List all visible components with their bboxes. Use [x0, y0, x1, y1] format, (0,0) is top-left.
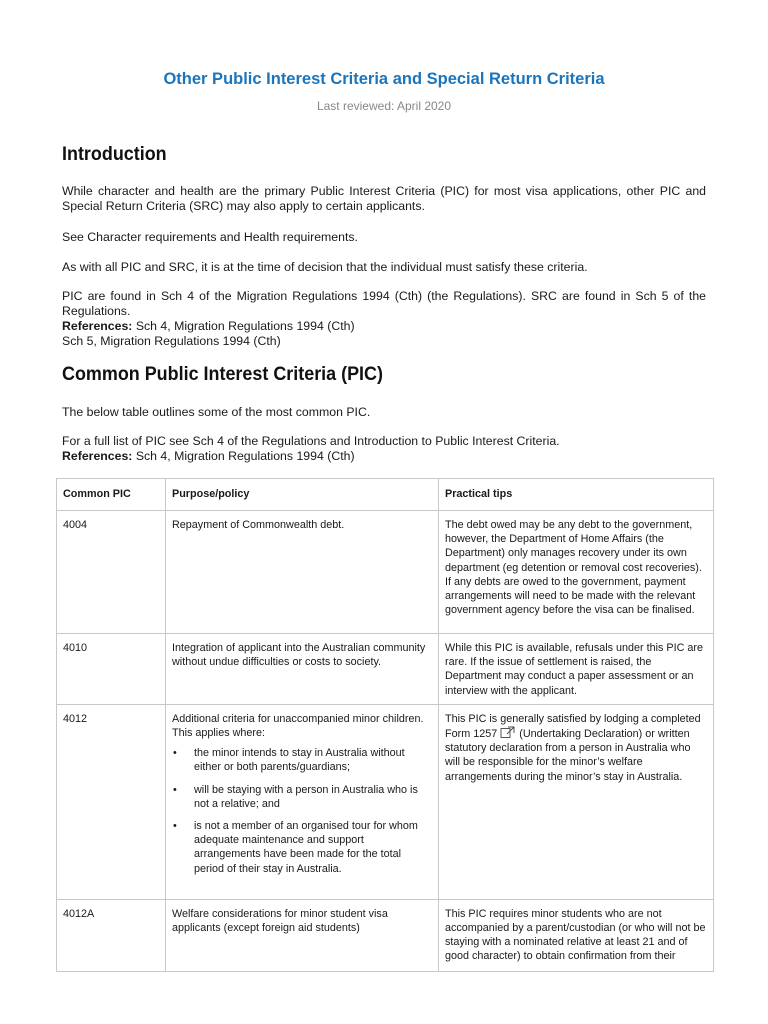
pic-tips: This PIC requires minor students who are not accompanied by a parent/custodian (or who will not be staying with a nominated relative at least 21 and of good character) to obtain confirmation from their: [439, 899, 714, 971]
last-reviewed-date: Last reviewed: April 2020: [316, 99, 452, 113]
list-item: [172, 746, 432, 774]
bullet-text: will be staying with a person in Australia who is not a relative; and: [194, 783, 418, 810]
bullet-marker: •: [173, 820, 177, 833]
table-row: [57, 511, 714, 634]
external-link-icon[interactable]: [500, 726, 516, 738]
pic-purpose: [166, 704, 439, 899]
introduction-heading: Introduction: [62, 143, 167, 165]
header-purpose-policy: Purpose/policy: [166, 479, 439, 511]
table-row: [57, 634, 714, 705]
pic-tips: [439, 704, 714, 899]
pic-purpose: Integration of applicant into the Australian community without undue difficulties or costs to society.: [166, 634, 439, 705]
pic-code: 4010: [57, 634, 166, 705]
reference-sch5: Sch 5, Migration Regulations 1994 (Cth): [62, 334, 281, 348]
table-header-row: [57, 479, 714, 511]
intro-paragraph-3: As with all PIC and SRC, it is at the time of decision that the individual must satisfy these criteria.: [62, 260, 588, 274]
common-pic-table: [56, 478, 714, 972]
tips-text-after: (Undertaking Declaration) or written statutory declaration from a person in Australia who will be responsible for the minor’s welfare arrangements during the minor’s stay in Australia.: [445, 728, 691, 783]
purpose-bullet-list: [172, 746, 432, 876]
bullet-marker: •: [173, 783, 177, 796]
pic-purpose-intro: Additional criteria for unaccompanied minor children. This applies where:: [172, 712, 424, 740]
document-title: Other Public Interest Criteria and Special Return Criteria: [163, 70, 605, 88]
reference-sch4: Sch 4, Migration Regulations 1994 (Cth): [132, 319, 355, 333]
list-item: [172, 783, 432, 811]
table-row: [57, 899, 714, 971]
pic-code: 4012A: [57, 899, 166, 971]
common-paragraph-1: The below table outlines some of the most common PIC.: [62, 405, 371, 419]
bullet-text: the minor intends to stay in Australia without either or both parents/guardians;: [194, 747, 405, 774]
bullet-text: is not a member of an organised tour for whom adequate maintenance and support arrangements have been made for the total period of their stay in Australia.: [194, 820, 418, 875]
pic-tips: While this PIC is available, refusals under this PIC are rare. If the issue of settlement is raised, the Department may conduct a paper assessment or an interview with the applicant.: [439, 634, 714, 705]
common-references: [62, 449, 706, 464]
common-pic-heading: Common Public Interest Criteria (PIC): [62, 363, 383, 385]
intro-paragraph-1: While character and health are the primary Public Interest Criteria (PIC) for most visa applications, other PIC and Special Return Criteria (SRC) may also apply to certain applicants.: [62, 184, 706, 213]
header-common-pic: Common PIC: [57, 479, 166, 511]
intro-paragraph-2: See Character requirements and Health requirements.: [62, 230, 358, 244]
pic-tips: The debt owed may be any debt to the government, however, the Department of Home Affairs (the Department) only manages recovery under its own department (eg detention or removal cost recoveries). If any debts are owed to the government, payment arrangements will need to be made with the relevant government agency before the visa can be finalised.: [439, 511, 714, 634]
pic-code: 4004: [57, 511, 166, 634]
header-practical-tips: Practical tips: [439, 479, 714, 511]
common-paragraph-2: For a full list of PIC see Sch 4 of the Regulations and Introduction to Public Interest Criteria.: [62, 434, 560, 448]
bullet-marker: •: [173, 747, 177, 760]
pic-purpose: Repayment of Commonwealth debt.: [166, 511, 439, 634]
references-label: References:: [62, 449, 133, 463]
pic-code: 4012: [57, 704, 166, 899]
intro-paragraph-4: PIC are found in Sch 4 of the Migration Regulations 1994 (Cth) (the Regulations). SRC are found in Sch 5 of the Regulations.: [62, 289, 706, 318]
table-row: [57, 704, 714, 899]
tips-text-before: This PIC is generally satisfied by lodging a completed Form 1257: [445, 712, 701, 741]
list-item: [172, 819, 432, 876]
pic-purpose: Welfare considerations for minor student visa applicants (except foreign aid students): [166, 899, 439, 971]
references-label: References:: [62, 319, 133, 333]
intro-references: [62, 319, 706, 334]
reference-sch4: Sch 4, Migration Regulations 1994 (Cth): [132, 449, 355, 463]
